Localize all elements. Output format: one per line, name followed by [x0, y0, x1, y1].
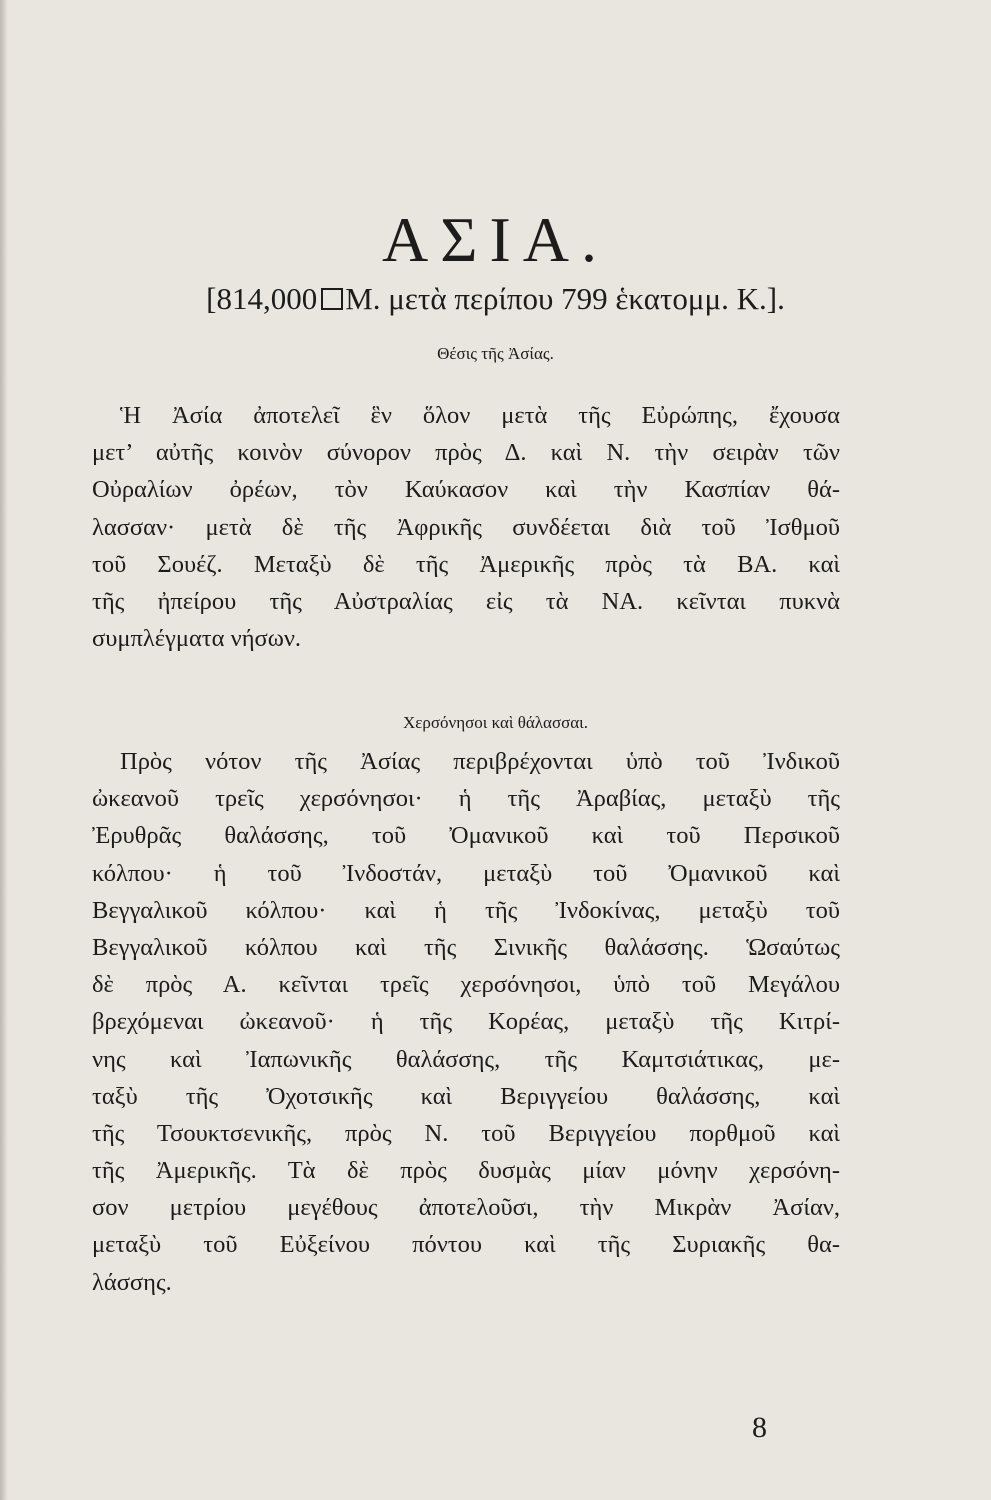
text-line: τῆς Τσουκτσενικῆς, πρὸς Ν. τοῦ Βεριγγείου πορθμοῦ καὶ: [92, 1119, 840, 1147]
text-line: Οὐραλίων ὀρέων, τὸν Καύκασον καὶ τὴν Κασπίαν θά-: [92, 476, 840, 504]
paragraph-peninsulas: [92, 743, 840, 1301]
text-line: Ἐρυθρᾶς θαλάσσης, τοῦ Ὀμανικοῦ καὶ τοῦ Περσικοῦ: [92, 822, 840, 850]
text-line: Ἡ Ἀσία ἀποτελεῖ ἓν ὅλον μετὰ τῆς Εὐρώπης, ἔχουσα: [120, 402, 840, 429]
area-population-subtitle: [0, 279, 991, 319]
page-title: ΑΣΙΑ.: [382, 204, 609, 275]
text-line: ὠκεανοῦ τρεῖς χερσόνησοι· ἡ τῆς Ἀραβίας, μεταξὺ τῆς: [92, 785, 840, 813]
text-line: βρεχόμεναι ὠκεανοῦ· ἡ τῆς Κορέας, μεταξὺ τῆς Κιτρί-: [92, 1008, 840, 1036]
text-line: Πρὸς νότον τῆς Ἀσίας περιβρέχονται ὑπὸ τοῦ Ἰνδικοῦ: [120, 748, 840, 775]
area-value: [814,000: [206, 281, 318, 316]
text-line: λασσαν· μετὰ δὲ τῆς Ἀφρικῆς συνδέεται διὰ τοῦ Ἰσθμοῦ: [92, 513, 840, 541]
section-heading-peninsulas: Χερσόνησοι καὶ θάλασσαι.: [402, 713, 589, 732]
text-line: νης καὶ Ἰαπωνικῆς θαλάσσης, τῆς Καμτσιάτικας, με-: [92, 1045, 840, 1073]
text-line: τοῦ Σουέζ. Μεταξὺ δὲ τῆς Ἀμερικῆς πρὸς τὰ ΒΑ. καὶ: [92, 550, 840, 578]
paragraph-position: [92, 397, 840, 657]
text-line: Βεγγαλικοῦ κόλπου καὶ τῆς Σινικῆς θαλάσσης. Ὡσαύτως: [92, 933, 840, 961]
page-number: 8: [752, 1411, 767, 1444]
text-line: μετ’ αὐτῆς κοινὸν σύνορον πρὸς Δ. καὶ Ν. τὴν σειρὰν τῶν: [92, 439, 840, 467]
text-line: μεταξὺ τοῦ Εὐξείνου πόντου καὶ τῆς Συριακῆς θα-: [92, 1231, 840, 1259]
text-line: κόλπου· ἡ τοῦ Ἰνδοστάν, μεταξὺ τοῦ Ὀμανικοῦ καὶ: [92, 859, 840, 887]
text-line: τῆς ἠπείρου τῆς Αὐστραλίας εἰς τὰ ΝΑ. κεῖνται πυκνὰ: [92, 587, 840, 615]
text-line: σον μετρίου μεγέθους ἀποτελοῦσι, τὴν Μικρὰν Ἀσίαν,: [92, 1194, 840, 1222]
population-text: Μ. μετὰ περίπου 799 ἑκατομμ. Κ.].: [345, 281, 785, 316]
text-line: τῆς Ἀμερικῆς. Τὰ δὲ πρὸς δυσμὰς μίαν μόνην χερσόνη-: [92, 1157, 840, 1185]
section-heading-position: Θέσις τῆς Ἀσίας.: [437, 344, 554, 363]
text-line: συμπλέγματα νήσων.: [92, 625, 302, 653]
text-line: δὲ πρὸς Α. κεῖνται τρεῖς χερσόνησοι, ὑπὸ τοῦ Μεγάλου: [92, 971, 840, 999]
square-icon: [321, 288, 343, 310]
text-line: Βεγγαλικοῦ κόλπου· καὶ ἡ τῆς Ἰνδοκίνας, μεταξὺ τοῦ: [92, 896, 840, 924]
text-line: ταξὺ τῆς Ὀχοτσικῆς καὶ Βεριγγείου θαλάσσης, καὶ: [92, 1082, 840, 1110]
text-line: λάσσης.: [92, 1268, 172, 1296]
